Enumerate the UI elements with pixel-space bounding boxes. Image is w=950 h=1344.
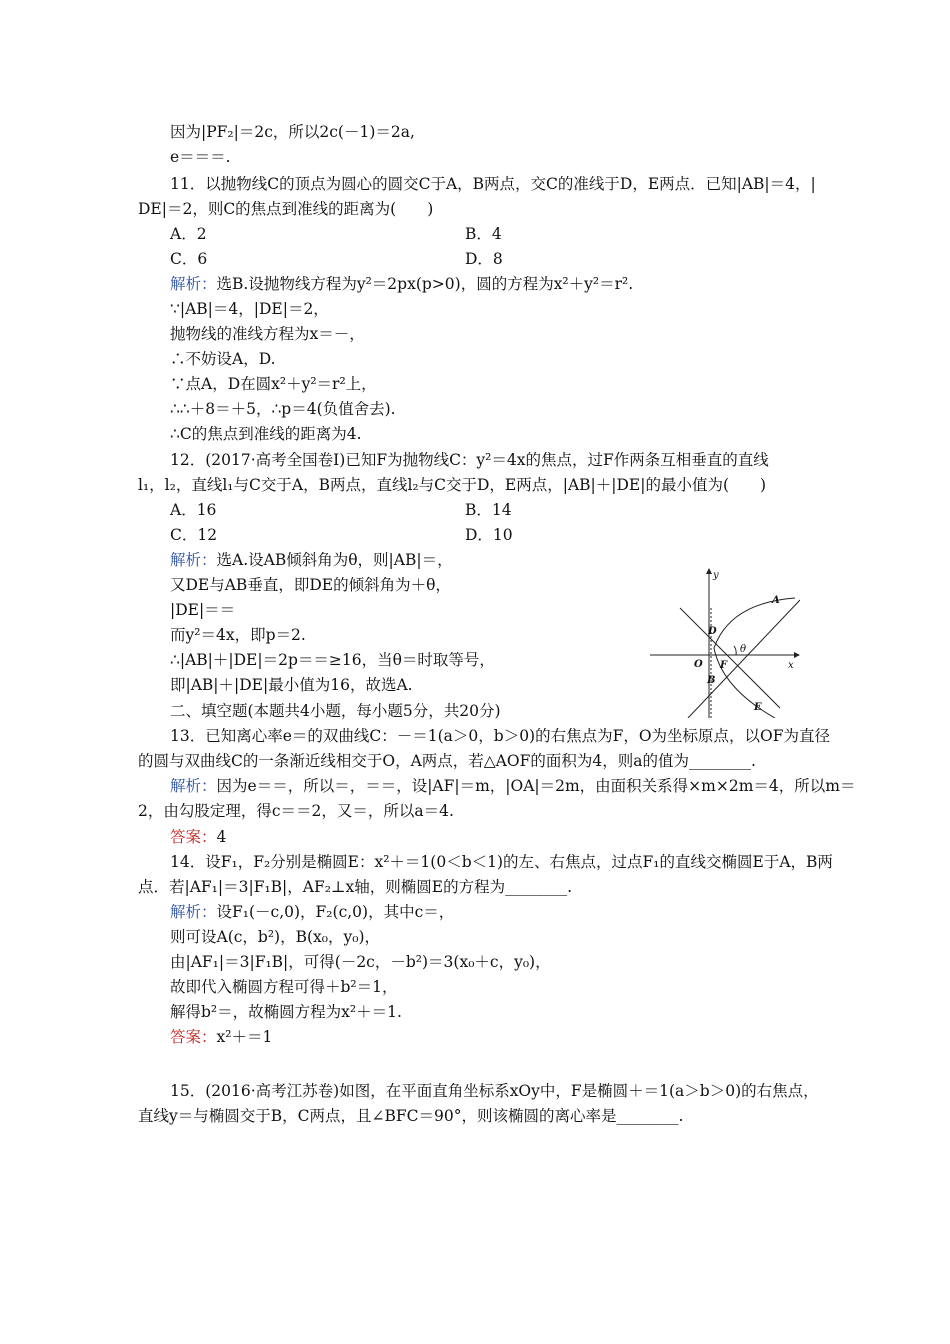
- analysis-line: [170, 549, 453, 571]
- parabola-figure: [650, 568, 800, 718]
- analysis-line: [170, 273, 633, 295]
- text-line: 的圆与双曲线C的一条渐近线相交于O，A两点，若△AOF的面积为4，则a的值为________.: [138, 752, 756, 770]
- text-line: 而y²＝4x，即p＝2.: [170, 626, 306, 644]
- angle-arc: [734, 646, 736, 655]
- question-12: 12．(2017·高考全国卷Ⅰ)已知F为抛物线C：y²＝4x的焦点，过F作两条互相垂直的直线: [170, 451, 769, 469]
- analysis-label: 解析：: [170, 903, 217, 921]
- text-line: ∴∴＋8＝＋5，∴p＝4(负值舍去).: [170, 400, 396, 418]
- question-11: 11．以抛物线C的顶点为圆心的圆交C于A，B两点，交C的准线于D，E两点．已知|AB|＝4，|: [170, 175, 816, 193]
- point-d-label: D: [708, 626, 717, 637]
- question-13: 13．已知离心率e＝的双曲线C：－＝1(a＞0，b＞0)的右焦点为F，O为坐标原点，以OF为直径: [170, 727, 831, 745]
- answer-line: [170, 1026, 272, 1048]
- x-axis-label: x: [788, 660, 794, 671]
- text-line: 2，由勾股定理，得c＝＝2，又＝，所以a＝4.: [138, 802, 454, 820]
- analysis-line: [170, 775, 855, 797]
- analysis-text: 选A.设AB倾斜角为θ，则|AB|＝，: [216, 551, 453, 569]
- text-line: 抛物线的准线方程为x＝－，: [170, 325, 365, 343]
- option-b: B．4: [465, 225, 502, 243]
- text-line: 由|AF₁|＝3|F₁B|，可得(－2c，－b²)＝3(x₀＋c，y₀)，: [170, 953, 551, 971]
- analysis-text: 设F₁(－c,0)，F₂(c,0)，其中c＝，: [216, 903, 455, 921]
- question-15: 15．(2016·高考江苏卷)如图，在平面直角坐标系xOy中，F是椭圆＋＝1(a＞b＞0)的右焦点，: [170, 1082, 819, 1100]
- option-b: B．14: [465, 501, 512, 519]
- text-line: 直线y＝与椭圆交于B，C两点，且∠BFC＝90°，则该椭圆的离心率是________.: [138, 1107, 684, 1125]
- text-line: ∴不妨设A，D.: [170, 350, 276, 368]
- text-line: 故即代入椭圆方程可得＋b²＝1，: [170, 978, 398, 996]
- angle-label: θ: [740, 644, 747, 655]
- text-line: 因为|PF₂|＝2c，所以2c(－1)＝2a,: [170, 123, 415, 141]
- focus-label: F: [720, 660, 728, 671]
- text-line: e＝＝＝.: [170, 148, 231, 166]
- analysis-line: [170, 901, 454, 923]
- question-14: 14．设F₁，F₂分别是椭圆E：x²＋＝1(0＜b＜1)的左、右焦点，过点F₁的直线交椭圆E于A，B两: [170, 853, 833, 871]
- text-line: DE|＝2，则C的焦点到准线的距离为( ): [138, 200, 434, 218]
- analysis-label: 解析：: [170, 275, 217, 293]
- option-c: C．6: [170, 250, 208, 268]
- section-heading: 二、填空题(本题共4小题，每小题5分，共20分): [170, 702, 501, 720]
- option-d: D．8: [465, 250, 503, 268]
- text-line: 则可设A(c，b²)，B(x₀，y₀)，: [170, 928, 381, 946]
- answer-line: [170, 826, 226, 848]
- text-line: 即|AB|＋|DE|最小值为16，故选A.: [170, 676, 413, 694]
- text-line: ∴|AB|＋|DE|＝2p＝＝≥16，当θ＝时取等号，: [170, 651, 495, 669]
- text-line: |DE|＝＝: [170, 601, 236, 619]
- parabola-curve: [714, 598, 795, 718]
- x-axis-arrow: [794, 652, 800, 658]
- analysis-text: 选B.设抛物线方程为y²＝2px(p>0)，圆的方程为x²＋y²＝r².: [216, 275, 634, 293]
- line-ab: [688, 600, 800, 718]
- analysis-text: 因为e＝＝，所以＝，＝＝，设|AF|＝m，|OA|＝2m，由面积关系得×m×2m＝4，所以m＝: [216, 777, 856, 795]
- option-d: D．10: [465, 526, 513, 544]
- answer-label: 答案：: [170, 1028, 217, 1046]
- text-line: 又DE与AB垂直，即DE的倾斜角为＋θ，: [170, 576, 451, 594]
- y-axis-arrow: [706, 568, 712, 574]
- option-a: A．16: [170, 501, 217, 519]
- text-line: ∵点A，D在圆x²＋y²＝r²上，: [170, 375, 377, 393]
- text-line: 点．若|AF₁|＝3|F₁B|，AF₂⊥x轴，则椭圆E的方程为________.: [138, 878, 572, 896]
- text-line: l₁，l₂，直线l₁与C交于A，B两点，直线l₂与C交于D，E两点，|AB|＋|DE|的最小值为( ): [138, 476, 767, 494]
- text-line: 解得b²＝，故椭圆方程为x²＋＝1.: [170, 1003, 402, 1021]
- option-c: C．12: [170, 526, 218, 544]
- analysis-label: 解析：: [170, 777, 217, 795]
- point-e-label: E: [754, 702, 762, 713]
- answer-text: 4: [216, 828, 227, 846]
- origin-label: O: [694, 659, 703, 670]
- answer-label: 答案：: [170, 828, 217, 846]
- point-b-label: B: [707, 675, 716, 686]
- text-line: ∵|AB|＝4，|DE|＝2，: [170, 300, 329, 318]
- y-axis-label: y: [713, 570, 719, 581]
- text-line: ∴C的焦点到准线的距离为4.: [170, 425, 362, 443]
- point-a-label: A: [772, 595, 780, 606]
- answer-text: x²＋＝1: [216, 1028, 273, 1046]
- option-a: A．2: [170, 225, 207, 243]
- analysis-label: 解析：: [170, 551, 217, 569]
